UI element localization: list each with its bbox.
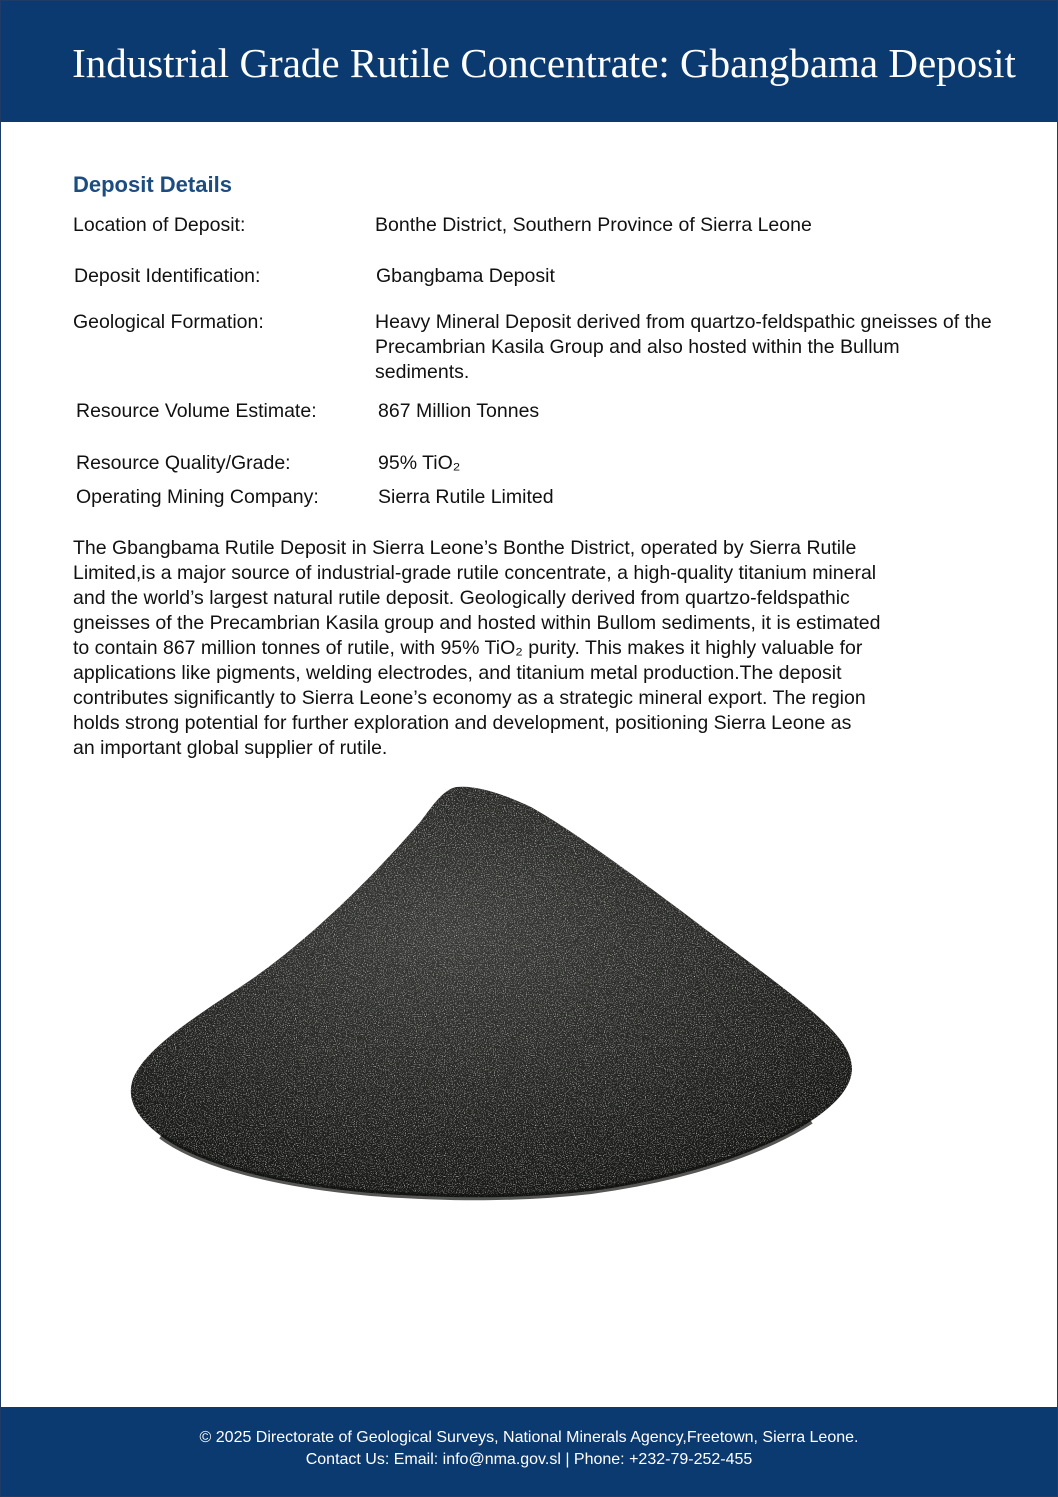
header-band (1, 1, 1057, 122)
description-line: The Gbangbama Rutile Deposit in Sierra Leone’s Bonthe District, operated by Sierra Rutile (73, 537, 857, 559)
description-line: gneisses of the Precambrian Kasila group and hosted within Bullom sediments, it is estimated (73, 612, 881, 634)
detail-label-grade: Resource Quality/Grade: (76, 452, 291, 474)
detail-label-identification: Deposit Identification: (74, 265, 261, 287)
detail-label-location: Location of Deposit: (73, 214, 246, 236)
description-line: an important global supplier of rutile. (73, 737, 388, 759)
description-line: contributes significantly to Sierra Leone’s economy as a strategic mineral export. The region (73, 687, 866, 709)
footer-contact: Contact Us: Email: info@nma.gov.sl | Phone: +232-79-252-455 (305, 1451, 753, 1468)
description-line: applications like pigments, welding electrodes, and titanium metal production.The deposit (73, 662, 842, 684)
pile-body (121, 781, 861, 1201)
detail-value-grade: 95% TiO₂ (378, 452, 461, 474)
detail-value-company: Sierra Rutile Limited (378, 486, 554, 508)
detail-value-identification: Gbangbama Deposit (376, 265, 555, 287)
detail-label-company: Operating Mining Company: (76, 486, 319, 508)
description-line: and the world’s largest natural rutile deposit. Geologically derived from quartzo-feldspathic (73, 587, 850, 609)
detail-value-location: Bonthe District, Southern Province of Sierra Leone (375, 214, 812, 236)
detail-label-formation: Geological Formation: (73, 311, 264, 333)
detail-label-volume: Resource Volume Estimate: (76, 400, 317, 422)
page-title: Industrial Grade Rutile Concentrate: Gbangbama Deposit (72, 40, 1016, 86)
description-paragraph (73, 536, 978, 761)
footer-band (1, 1407, 1057, 1496)
description-line: to contain 867 million tonnes of rutile, with 95% TiO₂ purity. This makes it highly valuable for (73, 637, 863, 659)
rutile-sand-pile-image (121, 781, 861, 1201)
section-heading-deposit-details: Deposit Details (73, 172, 232, 197)
footer-copyright: © 2025 Directorate of Geological Surveys, National Minerals Agency,Freetown, Sierra Leone. (199, 1429, 859, 1446)
description-line: Limited,is a major source of industrial-grade rutile concentrate, a high-quality titanium mineral (73, 562, 877, 584)
detail-value-formation: Heavy Mineral Deposit derived from quartzo-feldspathic gneisses of the Precambrian Kasila Group and also hosted within the Bullum sediments. (375, 311, 992, 383)
description-line: holds strong potential for further exploration and development, positioning Sierra Leone as (73, 712, 852, 734)
detail-value-volume: 867 Million Tonnes (378, 400, 540, 422)
